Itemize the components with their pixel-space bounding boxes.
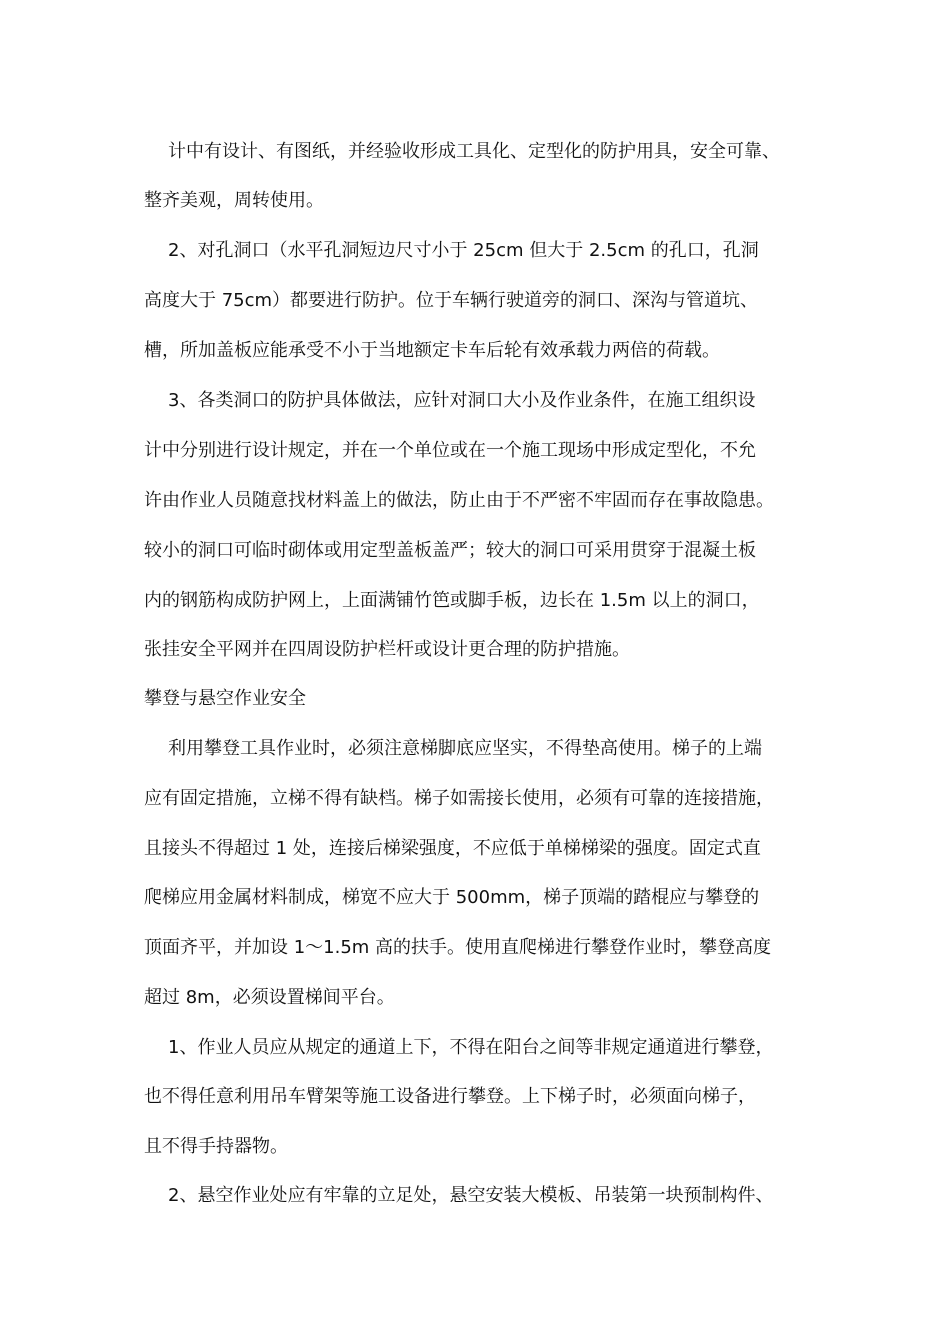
paragraph-line: 许由作业人员随意找材料盖上的做法，防止由于不严密不牢固而存在事故隐患。 [144,490,774,511]
paragraph-line: 2、悬空作业处应有牢靠的立足处，悬空安装大模板、吊装第一块预制构件、 [168,1185,774,1206]
paragraph-line: 槽，所加盖板应能承受不小于当地额定卡车后轮有效承载力两倍的荷载。 [144,340,720,361]
paragraph-line: 1、作业人员应从规定的通道上下，不得在阳台之间等非规定通道进行攀登， [168,1037,774,1058]
paragraph-line: 也不得任意利用吊车臂架等施工设备进行攀登。上下梯子时，必须面向梯子， [144,1086,756,1107]
paragraph-line: 2、对孔洞口（水平孔洞短边尺寸小于 25cm 但大于 2.5cm 的孔口，孔洞 [168,240,759,261]
paragraph-line: 计中有设计、有图纸，并经验收形成工具化、定型化的防护用具，安全可靠、 [168,141,780,162]
paragraph-line: 且不得手持器物。 [144,1136,288,1157]
paragraph-line: 整齐美观，周转使用。 [144,190,324,211]
paragraph-line: 3、各类洞口的防护具体做法，应针对洞口大小及作业条件，在施工组织设 [168,390,756,411]
paragraph-line: 顶面齐平，并加设 1～1.5m 高的扶手。使用直爬梯进行攀登作业时，攀登高度 [144,937,772,958]
paragraph-line: 高度大于 75cm）都要进行防护。位于车辆行驶道旁的洞口、深沟与管道坑、 [144,290,759,311]
paragraph-line: 计中分别进行设计规定，并在一个单位或在一个施工现场中形成定型化，不允 [144,440,756,461]
paragraph-line: 超过 8m，必须设置梯间平台。 [144,987,395,1008]
paragraph-line: 利用攀登工具作业时，必须注意梯脚底应坚实，不得垫高使用。梯子的上端 [168,738,762,759]
paragraph-line: 爬梯应用金属材料制成，梯宽不应大于 500mm，梯子顶端的踏棍应与攀登的 [144,887,760,908]
paragraph-line: 内的钢筋构成防护网上，上面满铺竹笆或脚手板，边长在 1.5m 以上的洞口， [144,590,760,611]
paragraph-line: 较小的洞口可临时砌体或用定型盖板盖严；较大的洞口可采用贯穿于混凝土板 [144,540,756,561]
paragraph-line: 应有固定措施，立梯不得有缺档。梯子如需接长使用，必须有可靠的连接措施， [144,788,774,809]
section-heading: 攀登与悬空作业安全 [144,688,306,709]
paragraph-line: 且接头不得超过 1 处，连接后梯梁强度，不应低于单梯梯梁的强度。固定式直 [144,838,761,859]
paragraph-line: 张挂安全平网并在四周设防护栏杆或设计更合理的防护措施。 [144,639,630,660]
